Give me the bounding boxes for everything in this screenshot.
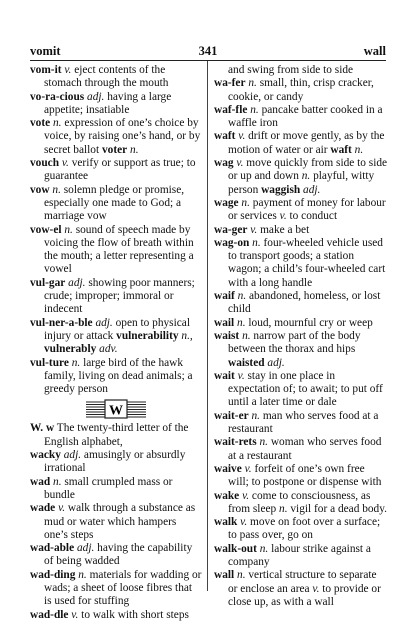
part-of-speech: n. — [259, 542, 269, 555]
definition-text: make a bet — [257, 223, 310, 236]
headword: wa-ger — [214, 223, 248, 236]
dictionary-entry — [30, 609, 202, 622]
part-of-speech: adj. — [68, 276, 86, 289]
dictionary-entry — [214, 370, 388, 410]
section-letter: W — [109, 403, 123, 419]
part-of-speech: n. — [53, 117, 62, 130]
dictionary-entry — [214, 410, 388, 437]
part-of-speech: v. — [250, 223, 258, 236]
letter-w-ornament-icon — [86, 399, 146, 419]
dictionary-entry — [214, 569, 388, 609]
part-of-speech: adj. — [87, 90, 105, 103]
part-of-speech: n. — [237, 290, 247, 303]
part-of-speech: adj. — [95, 316, 113, 329]
definition-text: pancake batter cooked in a waffle iron — [228, 103, 383, 130]
headword: wade — [30, 502, 56, 515]
part-of-speech: v. — [61, 157, 69, 170]
definition-text: verify or support as true; to guarantee — [44, 157, 196, 183]
headword: wait-er — [214, 409, 249, 422]
definition-text: large bird of the hawk family, living on dead animals; a greedy person — [44, 356, 193, 396]
headword: vow — [30, 183, 50, 196]
headword: waft — [214, 130, 236, 143]
dictionary-entry — [30, 317, 202, 357]
definition-text: open to physical injury or attack — [44, 316, 190, 342]
dictionary-entry — [214, 104, 388, 131]
header-first-guide-word: vomit — [30, 44, 61, 58]
dictionary-entry — [214, 237, 388, 290]
headword: vul-ner-a-ble — [30, 316, 93, 329]
dictionary-entry — [214, 436, 388, 463]
part-of-speech: n. — [279, 502, 288, 515]
dictionary-entry — [30, 157, 202, 184]
headword: wag — [214, 157, 234, 170]
part-of-speech: v. — [64, 64, 72, 76]
headword: walk-out — [214, 542, 257, 555]
definition-text: having a large appetite; insatiable — [44, 90, 172, 116]
definition-text: move quickly from side to side or up and down — [228, 157, 388, 183]
headword: wag-on — [214, 236, 250, 249]
section-ornament — [30, 399, 202, 419]
part-of-speech: adj. — [63, 449, 82, 462]
definition-text: man who serves food at a restaurant — [228, 409, 379, 436]
headword: wacky — [30, 449, 61, 462]
dictionary-entry — [214, 130, 388, 157]
part-of-speech: v. — [240, 516, 248, 529]
dictionary-entry — [214, 330, 388, 370]
definition-text: The twenty-third letter of the English alphabet, — [44, 422, 189, 448]
definition-text: abandoned, homeless, or lost child — [228, 290, 381, 316]
headword: vow-el — [30, 223, 62, 236]
dictionary-entry — [214, 290, 388, 317]
part-of-speech: v. — [237, 369, 245, 382]
part-of-speech: v. — [58, 502, 66, 515]
headword: waist — [214, 329, 240, 342]
dictionary-entry — [214, 224, 388, 237]
dictionary-entry — [30, 422, 202, 449]
definition-text: to walk with short steps — [78, 608, 189, 621]
dictionary-entry — [30, 184, 202, 224]
definition-text: solemn pledge or promise, especially one made to God; a marriage vow — [44, 183, 185, 223]
part-of-speech: n. — [242, 329, 251, 342]
definition-text: sound of speech made by voicing the flow of breath within the mouth; a letter representing a vowel — [44, 223, 194, 276]
headword: waive — [214, 462, 242, 475]
definition-text: four-wheeled vehicle used to transport goods; a station wagon; a child’s four-wheeled cart with a long handle — [228, 236, 386, 289]
derived-form: vulnerability — [116, 329, 179, 342]
headword: vom-it — [30, 64, 62, 76]
definition-text: showing poor manners; crude; improper; immoral or indecent — [44, 276, 195, 316]
dictionary-entry — [214, 157, 388, 197]
part-of-speech: n. — [52, 183, 61, 196]
part-of-speech: n. — [237, 316, 246, 329]
definition-text: materials for wadding or wads; a sheet of loose fibres that is used for stuffing — [44, 568, 202, 608]
part-of-speech: adv. — [99, 343, 118, 356]
part-of-speech: v. — [242, 489, 250, 502]
entries-w — [30, 422, 202, 621]
definition-text: drift or move gently, as by the motion of water or air — [228, 130, 385, 156]
dictionary-entry — [214, 490, 388, 517]
headword: waf-fle — [214, 103, 248, 116]
headword: vul-ture — [30, 356, 69, 369]
headword: vo-ra-cious — [30, 90, 85, 103]
derived-form: waisted — [228, 356, 265, 369]
part-of-speech: v. — [244, 462, 252, 475]
part-of-speech: n. — [248, 77, 257, 90]
dictionary-entry — [30, 449, 202, 476]
part-of-speech: adj. — [267, 356, 285, 369]
dictionary-entry — [30, 277, 202, 317]
definition-text: small, thin, crisp cracker, cookie, or candy — [228, 77, 374, 103]
headword: wad — [30, 475, 51, 488]
derived-form: vulnerably — [44, 343, 97, 356]
dictionary-entry — [214, 317, 388, 330]
part-of-speech: n. — [130, 143, 139, 156]
definition-text: narrow part of the body between the thorax and hips — [228, 329, 361, 356]
part-of-speech: n. — [64, 223, 73, 236]
dictionary-entry — [214, 543, 388, 570]
derived-form: voter — [101, 143, 128, 156]
right-column — [214, 64, 388, 609]
part-of-speech: n. — [71, 356, 81, 369]
headword: vote — [30, 117, 51, 130]
entry-continuation: and swing from side to side — [228, 64, 354, 76]
definition-text: move on foot over a surface; to pass over, go on — [228, 516, 381, 542]
headword: wall — [214, 569, 235, 582]
running-header — [30, 44, 386, 60]
headword: wail — [214, 316, 235, 329]
definition-text: having the capability of being wadded — [44, 542, 193, 568]
definition-text: labour strike against a company — [228, 542, 371, 568]
column-divider — [207, 61, 208, 591]
part-of-speech: adj. — [303, 183, 321, 196]
part-of-speech: n. — [301, 170, 311, 183]
definition-text: walk through a substance as mud or water which hampers one’s steps — [44, 502, 196, 541]
definition-text: vertical structure to separate or enclose an area — [228, 569, 377, 595]
headword: vul-gar — [30, 276, 66, 289]
part-of-speech: n. — [53, 475, 62, 488]
dictionary-entry — [214, 463, 388, 490]
part-of-speech: n. — [251, 409, 260, 422]
definition-text: stay in one place in expectation of; to await; to put off until a later time or dale — [228, 369, 383, 409]
definition-text: woman who serves food at a restaurant — [228, 436, 382, 462]
page-number: 341 — [198, 44, 218, 58]
dictionary-entry — [214, 197, 388, 224]
dictionary-entry — [214, 516, 388, 543]
part-of-speech: v. — [238, 130, 246, 143]
headword: W. w — [30, 422, 55, 435]
dictionary-entry — [30, 476, 202, 503]
part-of-speech: v. — [312, 582, 320, 595]
part-of-speech: v. — [236, 157, 244, 170]
headword: wad-ding — [30, 568, 76, 581]
headword: wad-able — [30, 542, 75, 555]
dictionary-entry — [214, 77, 388, 104]
part-of-speech: n. — [241, 196, 250, 209]
definition-text: to provide or close up, as with a wall — [228, 582, 381, 608]
definition-text: loud, mournful cry or weep — [245, 316, 373, 329]
definition-text: amusingly or absurdly irrational — [44, 449, 186, 475]
header-rule — [30, 60, 386, 61]
definition-text: payment of money for labour or services — [228, 196, 386, 223]
entries-w-continued — [214, 77, 388, 609]
headword: waif — [214, 290, 235, 303]
definition-text: to conduct — [286, 210, 338, 223]
headword: wa-fer — [214, 77, 246, 90]
definition-text: playful, witty person — [228, 170, 375, 196]
headword: wake — [214, 489, 240, 502]
part-of-speech: n. — [237, 569, 246, 582]
part-of-speech: n. — [259, 436, 268, 449]
headword: wait — [214, 369, 235, 382]
headword: wait-rets — [214, 436, 257, 449]
dictionary-entry — [30, 64, 202, 91]
headword: walk — [214, 516, 238, 529]
dictionary-entry — [30, 502, 202, 542]
definition-text: forfeit of one’s own free will; to postpone or dispense with — [228, 462, 382, 489]
dictionary-entry — [30, 542, 202, 569]
dictionary-entry — [30, 357, 202, 397]
derived-form: waft — [330, 143, 352, 156]
dictionary-entry — [30, 569, 202, 609]
part-of-speech: v. — [279, 210, 287, 223]
headword: wage — [214, 196, 239, 209]
left-column — [30, 64, 202, 622]
headword: wad-dle — [30, 608, 69, 621]
part-of-speech: n. — [250, 103, 259, 116]
definition-text: eject contents of the stomach through the mouth — [44, 64, 169, 90]
part-of-speech: v. — [71, 608, 79, 621]
definition-text: come to consciousness, as from sleep — [228, 489, 371, 515]
definition-text: expression of one’s choice by voice, by raising one’s hand, or by secret ballot — [44, 117, 201, 156]
entries-v — [30, 64, 202, 396]
dictionary-entry — [30, 91, 202, 118]
dictionary-entry — [30, 224, 202, 277]
headword: vouch — [30, 157, 59, 170]
part-of-speech: n. — [354, 143, 364, 156]
part-of-speech: adj. — [76, 542, 95, 555]
definition-text: small crumpled mass or bundle — [44, 475, 173, 501]
derived-form: waggish — [261, 183, 301, 196]
part-of-speech: n. — [78, 568, 87, 581]
header-last-guide-word: wall — [363, 44, 386, 58]
part-of-speech: n., — [181, 329, 193, 342]
definition-text: vigil for a dead body. — [287, 502, 387, 515]
dictionary-entry — [30, 117, 202, 157]
part-of-speech: n. — [252, 236, 261, 249]
